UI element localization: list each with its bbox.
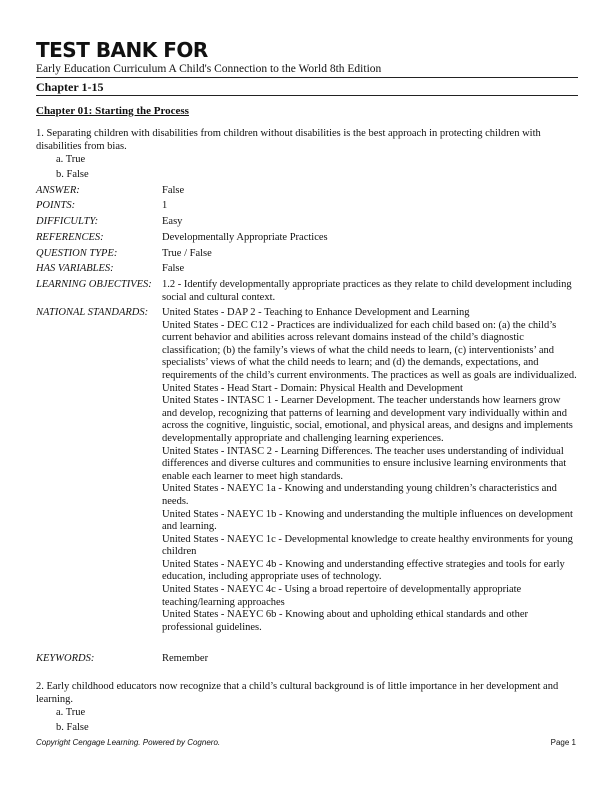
national-standards-label: NATIONAL STANDARDS:: [36, 307, 149, 318]
points-label: POINTS:: [36, 200, 76, 211]
question-2-choice-a: a. True: [56, 707, 86, 718]
test-bank-title: TEST BANK FOR: [36, 38, 208, 62]
question-1-text: 1. Separating children with disabilities from children without disabilities is the best approach in protecting children with disabilities from bias.: [36, 128, 541, 152]
header-divider: [36, 77, 578, 78]
answer-value: False: [162, 185, 185, 196]
national-standard-item: United States - NAEYC 1b - Knowing and understanding the multiple influences on development and learning.: [162, 508, 573, 533]
learning-objectives-label: LEARNING OBJECTIVES:: [36, 279, 152, 290]
references-label: REFERENCES:: [36, 232, 104, 243]
keywords-label: KEYWORDS:: [36, 653, 95, 664]
national-standards-list: [162, 307, 578, 634]
answer-label: ANSWER:: [36, 185, 80, 196]
difficulty-value: Easy: [162, 216, 183, 227]
book-subtitle: Early Education Curriculum A Child's Connection to the World 8th Edition: [36, 63, 382, 75]
learning-objectives-value: 1.2 - Identify developmentally appropriate practices as they relate to child development including social and cultural context.: [162, 279, 572, 303]
question-2-choice-b: b. False: [56, 722, 89, 733]
has-variables-label: HAS VARIABLES:: [36, 263, 114, 274]
question-type-label: QUESTION TYPE:: [36, 248, 118, 259]
chapter-range-divider: [36, 95, 578, 96]
keywords-value: Remember: [162, 653, 209, 664]
national-standard-item: United States - DEC C12 - Practices are individualized for each child based on: (a) the child’s current behavior and abilities across relevant domains instead of the child’s diagnostic classification; (b) the family’s views of what the child needs to learn, (c) interventionists’ and specialists’ views of what the child needs to learn; and (d) the demands, expectations, and requirements of the child’s current environments. The practices as well as goals are individualized.: [162, 319, 577, 381]
difficulty-label: DIFFICULTY:: [36, 216, 99, 227]
question-2-text: 2. Early childhood educators now recognize that a child’s cultural background is of little importance in her development and learning.: [36, 681, 559, 705]
question-1-choice-a: a. True: [56, 154, 86, 165]
question-1-choice-b: b. False: [56, 169, 89, 180]
national-standard-item: United States - INTASC 1 - Learner Development. The teacher understands how learners grow and develop, recognizing that patterns of learning and development vary individually within and across the cognitive, linguistic, social, emotional, and physical areas, and designs and implements developmentally appropriate and challenging learning experiences.: [162, 395, 573, 444]
points-value: 1: [162, 200, 168, 211]
has-variables-value: False: [162, 263, 185, 274]
national-standard-item: United States - NAEYC 4b - Knowing and understanding effective strategies and tools for early education, including appropriate uses of technology.: [162, 558, 565, 583]
national-standard-item: United States - NAEYC 1a - Knowing and understanding young children’s characteristics and needs.: [162, 483, 557, 507]
references-value: Developmentally Appropriate Practices: [162, 232, 328, 243]
national-standard-item: United States - DAP 2 - Teaching to Enhance Development and Learning: [162, 307, 470, 318]
national-standard-item: United States - NAEYC 1c - Developmental knowledge to create healthy environments for young children: [162, 533, 573, 558]
footer-page-number: Page 1: [550, 738, 576, 747]
national-standard-item: United States - INTASC 2 - Learning Differences. The teacher uses understanding of individual differences and diverse cultures and communities to ensure inclusive learning environments that enable each learner to meet high standards.: [162, 445, 567, 482]
footer-copyright: Copyright Cengage Learning. Powered by Cognero.: [36, 738, 221, 747]
national-standard-item: United States - NAEYC 4c - Using a broad repertoire of developmentally appropriate teaching/learning approaches: [162, 584, 522, 608]
chapter-heading: Chapter 01: Starting the Process: [36, 105, 189, 117]
question-type-value: True / False: [162, 248, 212, 259]
chapter-range: Chapter 1-15: [36, 80, 104, 94]
national-standard-item: United States - Head Start - Domain: Physical Health and Development: [162, 382, 463, 394]
national-standard-item: United States - NAEYC 6b - Knowing about and upholding ethical standards and other professional guidelines.: [162, 609, 528, 633]
